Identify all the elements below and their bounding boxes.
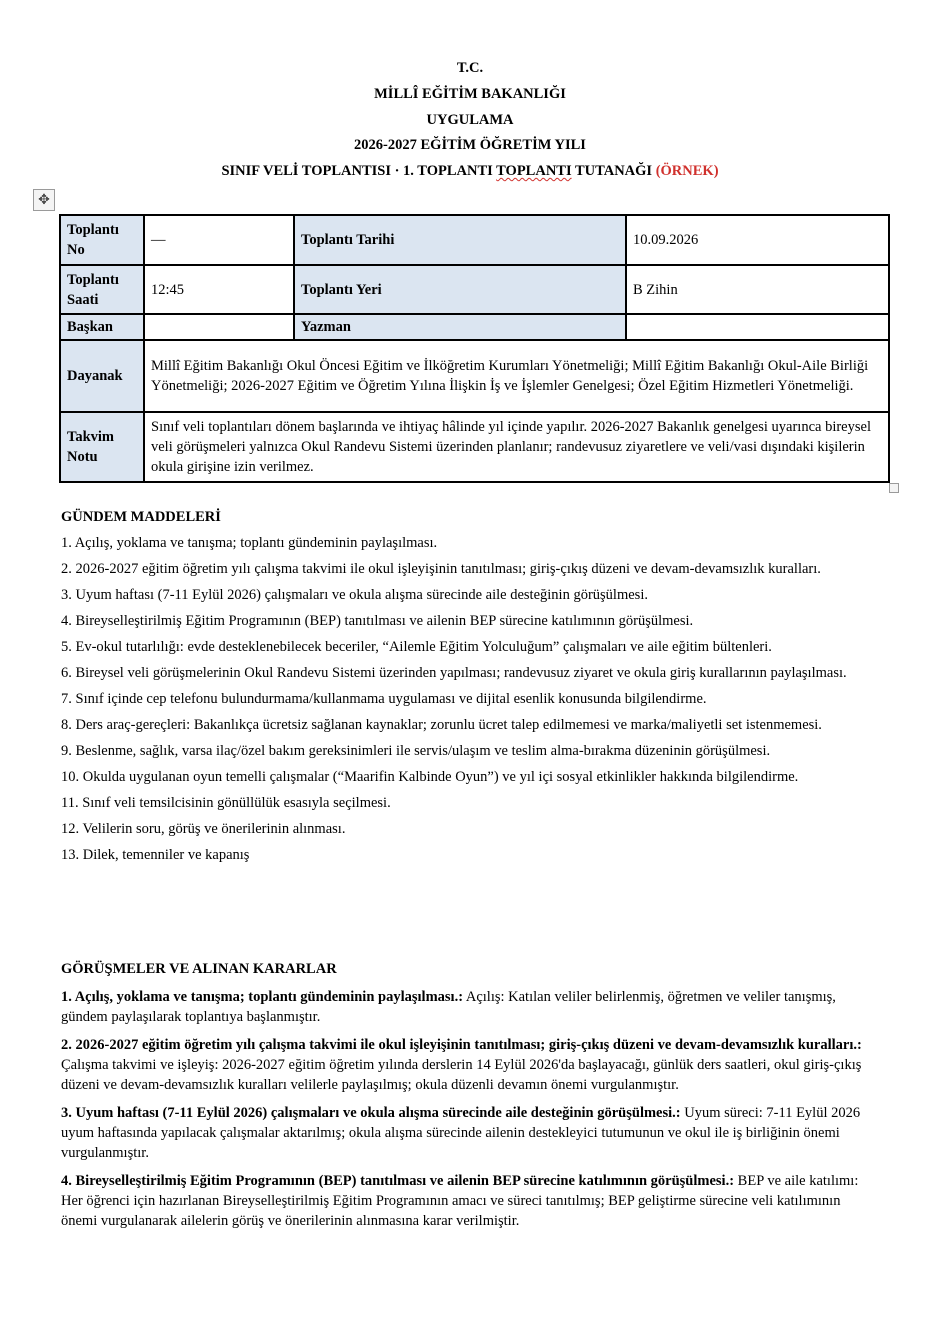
decision-heading: 4. Bireyselleştirilmiş Eğitim Programının (BEP) tanıtılması ve ailenin BEP sürecine katılımının görüşülmesi.: xyxy=(61,1173,735,1189)
meeting-info-table xyxy=(59,214,890,483)
decisions-title: GÖRÜŞMELER VE ALINAN KARARLAR xyxy=(61,961,337,977)
decision-body: Uyum süreci: 7-11 Eylül 2026 uyum haftasında yapılacak çalışmalar aktarılmış; okula alışma sürecinde ailenin destekleyici tutumunun ve okul ile iş birliğinin önemi vurgulanmıştır. xyxy=(61,1105,861,1161)
meeting-no-value[interactable]: — xyxy=(144,215,294,265)
meeting-place-value[interactable]: B Zihin xyxy=(626,265,889,314)
calendar-note-label: Takvim Notu xyxy=(60,412,144,482)
title-part-3: TUTANAĞI xyxy=(571,163,656,180)
agenda-item: 3. Uyum haftası (7-11 Eylül 2026) çalışmaları ve okula alışma sürecinde aile desteğinin görüşülmesi. xyxy=(61,587,648,603)
table-row xyxy=(60,215,889,265)
title-part-1: SINIF VELİ TOPLANTISI · 1. TOPLANTI xyxy=(221,163,497,180)
agenda-title: GÜNDEM MADDELERİ xyxy=(61,509,221,525)
header-line-uygulama: UYGULAMA xyxy=(426,111,514,128)
decision-item xyxy=(61,1171,873,1231)
meeting-time-value[interactable]: 12:45 xyxy=(144,265,294,314)
agenda-section xyxy=(61,507,873,865)
agenda-item: 6. Bireysel veli görüşmelerinin Okul Randevu Sistemi üzerinden yapılması; randevusuz ziyaret ve okula giriş kurallarının paylaşılması. xyxy=(61,665,847,681)
calendar-note-value[interactable]: Sınıf veli toplantıları dönem başlarında ve ihtiyaç hâlinde yıl içinde yapılır. 2026-2027 Bakanlık genelgesi uyarınca bireysel veli görüşmeleri yalnızca Okul Randevu Sistemi üzerinden planlanır; randevusuz ziyaretlere ve veli/vasi dışındaki kişilerin okula girişine izin verilmez. xyxy=(144,412,889,482)
basis-value[interactable]: Millî Eğitim Bakanlığı Okul Öncesi Eğitim ve İlköğretim Kurumları Yönetmeliği; Millî Eğitim Bakanlığı Okul-Aile Birliği Yönetmeliği; 2026-2027 Eğitim ve Öğretim Yılına İlişkin İş ve İşlemler Genelgesi; Özel Eğitim Hizmetleri Yönetmeliği. xyxy=(144,340,889,412)
ornek-label: (ÖRNEK) xyxy=(655,163,719,180)
table-move-handle-icon[interactable]: ✥ xyxy=(33,189,55,211)
decisions-section xyxy=(61,959,873,1231)
agenda-item: 7. Sınıf içinde cep telefonu bulundurmama/kullanmama uygulaması ve dijital esenlik konusunda bilgilendirme. xyxy=(61,691,707,707)
table-row xyxy=(60,314,889,340)
header-line-title xyxy=(0,159,940,185)
secretary-label: Yazman xyxy=(294,314,626,340)
agenda-item: 13. Dilek, temenniler ve kapanış xyxy=(61,847,250,863)
decision-body: Çalışma takvimi ve işleyiş: 2026-2027 eğitim öğretim yılında derslerin 14 Eylül 2026'da başlayacağı, günlük ders saatleri, okul giriş-çıkış düzeni ve devam-devamsızlık kuralları velilerle paylaşılmış; okula düzenli devamın önemi vurgulanmıştır. xyxy=(61,1057,862,1093)
agenda-item: 12. Velilerin soru, görüş ve önerilerinin alınması. xyxy=(61,821,346,837)
agenda-item: 4. Bireyselleştirilmiş Eğitim Programının (BEP) tanıtılması ve ailenin BEP sürecine katılımının görüşülmesi. xyxy=(61,613,694,629)
document-header xyxy=(0,56,940,185)
header-line-year: 2026-2027 EĞİTİM ÖĞRETİM YILI xyxy=(354,137,586,154)
agenda-item: 10. Okulda uygulanan oyun temelli çalışmalar (“Maarifin Kalbinde Oyun”) ve yıl içi sosyal etkinlikler hakkında bilgilendirme. xyxy=(61,769,799,785)
decision-heading: 2. 2026-2027 eğitim öğretim yılı çalışma takvimi ile okul işleyişinin tanıtılması; giriş-çıkış düzeni ve devam-devamsızlık kuralları.: xyxy=(61,1037,862,1053)
decision-item xyxy=(61,1035,873,1095)
chair-value[interactable] xyxy=(144,314,294,340)
basis-label: Dayanak xyxy=(60,340,144,412)
decision-body: BEP ve aile katılımı: Her öğrenci için hazırlanan Bireyselleştirilmiş Eğitim Programının amacı ve süreci tanıtılmış; BEP geliştirme sürecine veli katılımının önemi vurgulanarak ailelerin görüş ve önerilerinin alınmasına karar verilmiştir. xyxy=(61,1173,859,1229)
decision-item xyxy=(61,987,873,1027)
table-resize-handle[interactable] xyxy=(889,483,899,493)
table-row xyxy=(60,340,889,412)
decision-heading: 1. Açılış, yoklama ve tanışma; toplantı gündeminin paylaşılması.: xyxy=(61,989,464,1005)
table-row xyxy=(60,412,889,482)
header-line-tc: T.C. xyxy=(456,60,484,76)
agenda-item: 8. Ders araç-gereçleri: Bakanlıkça ücretsiz sağlanan kaynaklar; zorunlu ücret talep edilmemesi ve marka/maliyetli set istenmemesi. xyxy=(61,717,822,733)
agenda-item: 9. Beslenme, sağlık, varsa ilaç/özel bakım gereksinimleri ile servis/ulaşım ve teslim alma-bırakma düzeninin görüşülmesi. xyxy=(61,743,771,759)
spellcheck-flagged-word: TOPLANTI xyxy=(496,163,572,180)
agenda-item: 5. Ev-okul tutarlılığı: evde desteklenebilecek beceriler, “Ailemle Eğitim Yolculuğum” çalışmaları ve aile eğitim bültenleri. xyxy=(61,639,772,655)
agenda-item: 11. Sınıf veli temsilcisinin gönüllülük esasıyla seçilmesi. xyxy=(61,795,391,811)
header-line-ministry: MİLLÎ EĞİTİM BAKANLIĞI xyxy=(374,85,566,102)
decision-heading: 3. Uyum haftası (7-11 Eylül 2026) çalışmaları ve okula alışma sürecinde aile desteğinin görüşülmesi.: xyxy=(61,1105,681,1121)
chair-label: Başkan xyxy=(60,314,144,340)
agenda-item: 1. Açılış, yoklama ve tanışma; toplantı gündeminin paylaşılması. xyxy=(61,535,438,551)
meeting-date-value[interactable]: 10.09.2026 xyxy=(626,215,889,265)
meeting-date-label: Toplantı Tarihi xyxy=(294,215,626,265)
table-row xyxy=(60,265,889,314)
meeting-time-label: Toplantı Saati xyxy=(60,265,144,314)
decision-body: Açılış: Katılan veliler belirlenmiş, öğretmen ve veliler tanışmış, gündem paylaşılarak toplantıya başlanmıştır. xyxy=(61,989,836,1025)
meeting-place-label: Toplantı Yeri xyxy=(294,265,626,314)
decision-item xyxy=(61,1103,873,1163)
meeting-no-label: Toplantı No xyxy=(60,215,144,265)
agenda-item: 2. 2026-2027 eğitim öğretim yılı çalışma takvimi ile okul işleyişinin tanıtılması; giriş-çıkış düzeni ve devam-devamsızlık kuralları. xyxy=(61,561,821,577)
secretary-value[interactable] xyxy=(626,314,889,340)
